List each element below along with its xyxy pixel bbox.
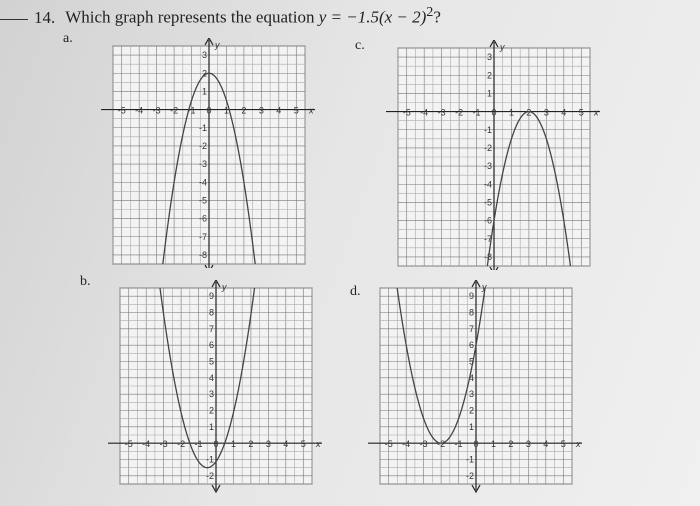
x-tick-label: -4 [135, 105, 144, 116]
y-tick-label: -6 [483, 215, 492, 226]
x-tick-label: 2 [508, 439, 514, 450]
y-tick-label: -1 [198, 122, 207, 133]
graph-option-a[interactable] [95, 38, 325, 268]
y-axis-label: y [500, 42, 505, 52]
question-mark: ? [433, 7, 441, 27]
x-tick-label: -4 [402, 439, 411, 450]
y-tick-label: 7 [468, 323, 474, 334]
x-tick-label: 5 [560, 439, 566, 450]
y-tick-label: 3 [468, 389, 474, 400]
y-tick-label: 5 [208, 356, 214, 367]
question-equation: y = −1.5(x − 2) [318, 7, 427, 27]
y-tick-label: -1 [465, 454, 474, 465]
y-tick-label: 2 [201, 68, 207, 79]
x-axis-label: x [594, 107, 599, 118]
y-tick-label: 8 [208, 307, 214, 318]
y-tick-label: -2 [205, 470, 214, 481]
y-axis-label: y [482, 282, 487, 292]
x-tick-label: -5 [384, 439, 393, 450]
x-tick-label: -3 [419, 439, 428, 450]
y-tick-label: 2 [468, 405, 474, 416]
y-tick-label: 6 [468, 340, 474, 351]
x-tick-label: 0 [473, 439, 479, 450]
x-tick-label: 1 [508, 107, 514, 118]
x-tick-label: 2 [526, 107, 532, 118]
x-tick-label: -4 [420, 107, 429, 118]
x-tick-label: -5 [124, 439, 133, 450]
x-tick-label: 3 [265, 439, 271, 450]
x-tick-label: 0 [213, 439, 219, 450]
equation-exponent: 2 [426, 4, 434, 20]
x-tick-label: 2 [241, 105, 247, 116]
x-tick-label: -1 [472, 107, 481, 118]
y-tick-label: 5 [468, 356, 474, 367]
y-tick-label: -5 [483, 197, 492, 208]
question-number: 14. [34, 7, 56, 27]
y-axis-label: y [222, 282, 227, 292]
question-prompt [34, 4, 441, 28]
x-tick-label: 1 [490, 439, 496, 450]
x-tick-label: 0 [491, 107, 497, 118]
y-tick-label: -2 [198, 140, 207, 151]
y-tick-label: 6 [208, 340, 214, 351]
x-tick-label: -1 [194, 439, 203, 450]
x-tick-label: 4 [561, 107, 567, 118]
y-tick-label: 1 [468, 421, 474, 432]
option-c-label: c. [355, 38, 365, 53]
x-tick-label: -3 [437, 107, 446, 118]
answer-blank[interactable] [0, 19, 28, 20]
y-tick-label: 9 [468, 291, 474, 302]
y-tick-label: 1 [486, 88, 492, 99]
y-tick-label: -4 [198, 177, 207, 188]
x-tick-label: 4 [283, 439, 289, 450]
x-tick-label: -2 [170, 105, 179, 116]
y-tick-label: -7 [198, 231, 207, 242]
graph-option-d[interactable] [365, 280, 595, 495]
x-tick-label: -3 [159, 439, 168, 450]
x-tick-label: -1 [187, 105, 196, 116]
y-tick-label: -2 [465, 470, 474, 481]
x-tick-label: 3 [258, 105, 264, 116]
y-tick-label: -8 [198, 249, 207, 260]
option-a-label: a. [63, 31, 73, 46]
x-tick-label: -5 [117, 105, 126, 116]
y-tick-label: -3 [198, 159, 207, 170]
y-axis-label: y [215, 40, 220, 50]
x-tick-label: 5 [293, 105, 299, 116]
y-tick-label: -3 [483, 161, 492, 172]
x-tick-label: 0 [206, 105, 212, 116]
y-tick-label: -5 [198, 195, 207, 206]
y-tick-label: 2 [208, 405, 214, 416]
x-tick-label: 2 [248, 439, 254, 450]
x-tick-label: 3 [525, 439, 531, 450]
y-tick-label: -4 [483, 179, 492, 190]
graph-option-b[interactable] [105, 280, 335, 500]
y-tick-label: 1 [201, 86, 207, 97]
y-tick-label: 3 [201, 50, 207, 61]
option-d-label: d. [350, 284, 361, 299]
y-tick-label: -1 [483, 124, 492, 135]
x-tick-label: 5 [300, 439, 306, 450]
y-tick-label: 4 [468, 372, 474, 383]
x-tick-label: -5 [402, 107, 411, 118]
x-tick-label: -4 [142, 439, 151, 450]
y-tick-label: -8 [483, 251, 492, 262]
graph-option-c[interactable] [380, 40, 610, 270]
x-tick-label: 3 [543, 107, 549, 118]
x-axis-label: x [576, 439, 581, 450]
x-tick-label: 4 [276, 105, 282, 116]
y-tick-label: -2 [483, 142, 492, 153]
question-text: Which graph represents the equation [65, 7, 315, 27]
y-tick-label: 3 [486, 52, 492, 63]
x-tick-label: 5 [578, 107, 584, 118]
y-tick-label: -1 [205, 454, 214, 465]
option-b-label: b. [80, 274, 91, 289]
x-axis-label: x [309, 105, 314, 116]
x-tick-label: -3 [152, 105, 161, 116]
y-tick-label: 4 [208, 372, 214, 383]
y-tick-label: -7 [483, 233, 492, 244]
y-tick-label: 2 [486, 70, 492, 81]
x-tick-label: 4 [543, 439, 549, 450]
y-tick-label: 3 [208, 389, 214, 400]
y-tick-label: -6 [198, 213, 207, 224]
y-tick-label: 7 [208, 323, 214, 334]
x-tick-label: 1 [230, 439, 236, 450]
y-tick-label: 8 [468, 307, 474, 318]
y-tick-label: 9 [208, 291, 214, 302]
x-tick-label: -1 [454, 439, 463, 450]
y-tick-label: 1 [208, 421, 214, 432]
x-tick-label: -2 [455, 107, 464, 118]
x-tick-label: -2 [177, 439, 186, 450]
x-tick-label: -2 [437, 439, 446, 450]
x-axis-label: x [316, 439, 321, 450]
x-tick-label: 1 [223, 105, 229, 116]
